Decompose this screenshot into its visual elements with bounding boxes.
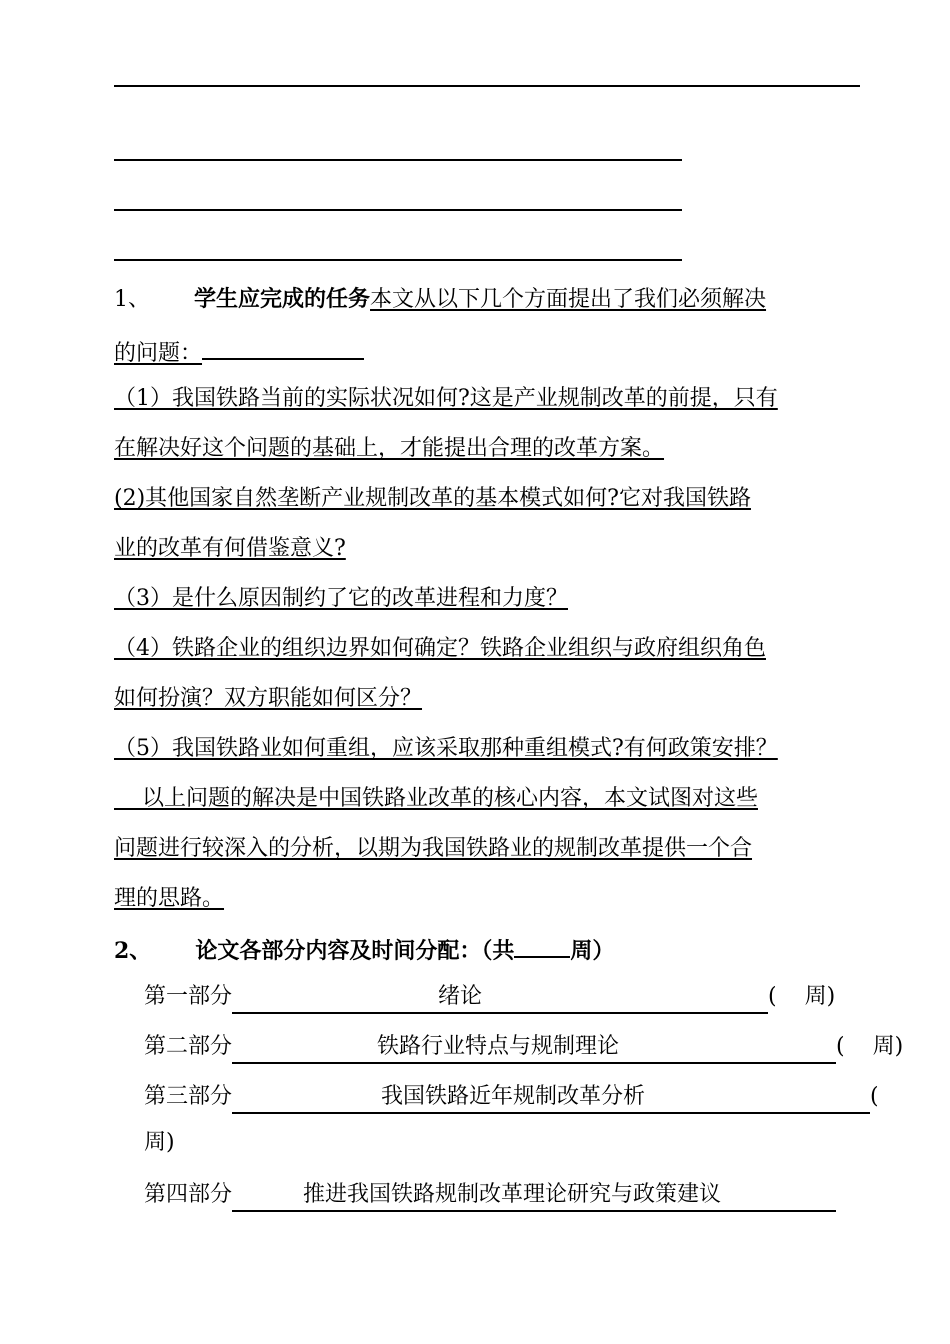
part-1-weeks: ( 周) bbox=[768, 984, 836, 1009]
part-1-topic: 绪论 bbox=[232, 982, 768, 1014]
question-1a: （1）我国铁路当前的实际状况如何?这是产业规制改革的前提，只有 bbox=[114, 386, 778, 411]
summary-c: 理的思路。 bbox=[114, 886, 225, 911]
section2-heading-end: 周） bbox=[570, 938, 615, 964]
part-3 bbox=[144, 1082, 879, 1114]
part-3-weeks-close: 周) bbox=[144, 1130, 175, 1155]
question-5: （5）我国铁路业如何重组，应该采取那种重组模式?有何政策安排？ bbox=[114, 736, 778, 761]
part-2-weeks: ( 周) bbox=[836, 1034, 904, 1059]
question-2a: (2)其他国家自然垄断产业规制改革的基本模式如何?它对我国铁路 bbox=[114, 486, 751, 511]
section1-intro: 本文从以下几个方面提出了我们必须解决 bbox=[370, 287, 767, 312]
part-3-topic: 我国铁路近年规制改革分析 bbox=[232, 1082, 870, 1114]
part-4-label: 第四部分 bbox=[144, 1182, 233, 1207]
part-4-topic: 推进我国铁路规制改革理论研究与政策建议 bbox=[232, 1180, 836, 1212]
question-2b: 业的改革有何借鉴意义? bbox=[114, 536, 346, 561]
section2-number: 2、 bbox=[114, 938, 152, 964]
part-2-label: 第二部分 bbox=[144, 1034, 233, 1059]
section1-intro-cont bbox=[114, 334, 364, 369]
section1-heading-line bbox=[114, 284, 766, 315]
blank-line-1 bbox=[114, 85, 860, 87]
part-1 bbox=[144, 982, 835, 1014]
weeks-total-blank bbox=[514, 932, 570, 958]
section2-heading: 论文各部分内容及时间分配：（共 bbox=[195, 938, 515, 964]
summary-b: 问题进行较深入的分析，以期为我国铁路业的规制改革提供一个合 bbox=[114, 836, 753, 861]
blank-line-2 bbox=[114, 159, 682, 161]
question-4b: 如何扮演？双方职能如何区分？ bbox=[114, 686, 423, 711]
section1-heading: 学生应完成的任务 bbox=[194, 286, 371, 312]
question-3: （3）是什么原因制约了它的改革进程和力度？ bbox=[114, 586, 568, 611]
section2-heading-line bbox=[114, 932, 614, 966]
part-2 bbox=[144, 1032, 903, 1064]
part-2-topic: 铁路行业特点与规制理论 bbox=[232, 1032, 836, 1064]
intro-blank bbox=[202, 334, 364, 360]
question-4a: （4）铁路企业的组织边界如何确定？铁路企业组织与政府组织角色 bbox=[114, 636, 766, 661]
section1-intro-b: 的问题： bbox=[114, 341, 203, 366]
blank-line-3 bbox=[114, 209, 682, 211]
summary-a: 以上问题的解决是中国铁路业改革的核心内容，本文试图对这些 bbox=[114, 786, 758, 811]
part-1-label: 第一部分 bbox=[144, 984, 233, 1009]
part-3-label: 第三部分 bbox=[144, 1084, 233, 1109]
part-3-weeks-open: ( bbox=[870, 1084, 879, 1109]
part-4 bbox=[144, 1180, 836, 1212]
blank-line-4 bbox=[114, 259, 682, 261]
section1-number: 1、 bbox=[114, 287, 150, 312]
question-1b: 在解决好这个问题的基础上，才能提出合理的改革方案。 bbox=[114, 436, 665, 461]
